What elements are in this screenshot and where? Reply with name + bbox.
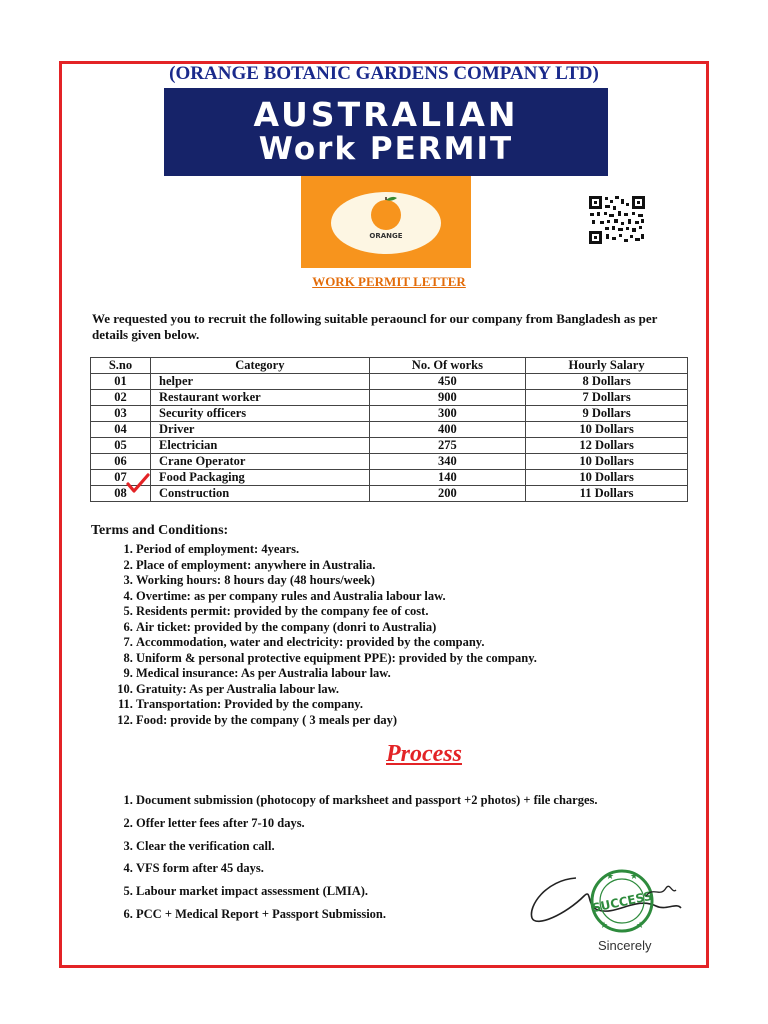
cell-salary: 12 Dollars [526,438,688,454]
list-item: 5. Labour market impact assessment (LMIA). [136,884,696,900]
cell-sno: 03 [91,406,151,422]
cell-salary: 10 Dollars [526,470,688,486]
cell-category: Electrician [151,438,370,454]
banner-line-2: Work PERMIT [258,131,514,167]
list-item: 4. Overtime: as per company rules and Australia labour law. [136,589,696,605]
table-row [91,486,688,502]
list-item: 3. Clear the verification call. [136,839,696,855]
cell-works: 340 [369,454,525,470]
cell-category: Restaurant worker [151,390,370,406]
list-item: 2. Offer letter fees after 7-10 days. [136,816,696,832]
table-row [91,470,688,486]
table-row [91,422,688,438]
cell-salary: 10 Dollars [526,422,688,438]
closing-text: Sincerely [598,938,652,953]
cell-works: 140 [369,470,525,486]
list-item: 7. Accommodation, water and electricity: provided by the company. [136,635,696,651]
cell-salary: 10 Dollars [526,454,688,470]
list-item: 1. Period of employment: 4years. [136,542,696,558]
logo-badge [331,192,441,254]
process-title: Process [386,741,462,767]
signature-stamp-icon [526,866,686,936]
table-header-row [91,358,688,374]
cell-works: 450 [369,374,525,390]
list-item: 8. Uniform & personal protective equipment PPE): provided by the company. [136,651,696,667]
terms-title: Terms and Conditions: [91,523,229,538]
list-item: 1. Document submission (photocopy of marksheet and passport +2 photos) + file charges. [136,793,696,809]
cell-salary: 7 Dollars [526,390,688,406]
header-works: No. Of works [369,358,525,374]
cell-works: 200 [369,486,525,502]
orange-fruit-icon [331,192,441,232]
table-row [91,406,688,422]
cell-sno: 04 [91,422,151,438]
cell-category: Construction [151,486,370,502]
cell-sno: 01 [91,374,151,390]
cell-works: 275 [369,438,525,454]
table-row [91,374,688,390]
list-item: 12. Food: provide by the company ( 3 meals per day) [136,713,696,729]
cell-sno: 05 [91,438,151,454]
header-category: Category [151,358,370,374]
intro-paragraph: We requested you to recruit the following suitable peraouncl for our company from Bangladesh as per details given below. [92,311,658,342]
cell-sno: 08 [91,486,151,502]
cell-sno: 06 [91,454,151,470]
cell-sno: 07 [91,470,151,486]
list-item: 2. Place of employment: anywhere in Australia. [136,558,696,574]
cell-category: helper [151,374,370,390]
list-item: 6. Air ticket: provided by the company (donri to Australia) [136,620,696,636]
cell-category: Food Packaging [151,470,370,486]
list-item: 11. Transportation: Provided by the company. [136,697,696,713]
letter-title: WORK PERMIT LETTER [312,274,466,289]
cell-works: 900 [369,390,525,406]
table-row [91,390,688,406]
table-row [91,454,688,470]
cell-salary: 8 Dollars [526,374,688,390]
list-item: 9. Medical insurance: As per Australia labour law. [136,666,696,682]
logo-text: ORANGE [369,232,403,240]
list-item: 5. Residents permit: provided by the company fee of cost. [136,604,696,620]
cell-works: 300 [369,406,525,422]
header-salary: Hourly Salary [526,358,688,374]
cell-category: Driver [151,422,370,438]
checkmark-icon [125,472,151,494]
category-table [90,357,688,502]
cell-sno: 02 [91,390,151,406]
table-row [91,438,688,454]
list-item: 3. Working hours: 8 hours day (48 hours/week) [136,573,696,589]
cell-works: 400 [369,422,525,438]
banner-line-1: AUSTRALIAN [253,95,519,134]
svg-text:★: ★ [600,921,609,931]
list-item: 10. Gratuity: As per Australia labour law. [136,682,696,698]
terms-list [92,542,696,728]
svg-text:★: ★ [630,872,639,882]
cell-salary: 9 Dollars [526,406,688,422]
cell-salary: 11 Dollars [526,486,688,502]
cell-category: Security officers [151,406,370,422]
orange-logo [301,176,471,268]
svg-text:★: ★ [606,872,615,882]
title-banner [164,88,608,176]
list-item: 6. PCC + Medical Report + Passport Submission. [136,907,696,923]
svg-text:★: ★ [636,921,645,931]
company-name: (ORANGE BOTANIC GARDENS COMPANY LTD) [169,63,599,84]
cell-category: Crane Operator [151,454,370,470]
list-item: 4. VFS form after 45 days. [136,861,696,877]
header-sno: S.no [91,358,151,374]
stamp-text: SUCCESS [590,888,654,916]
qr-code-icon [588,195,646,245]
